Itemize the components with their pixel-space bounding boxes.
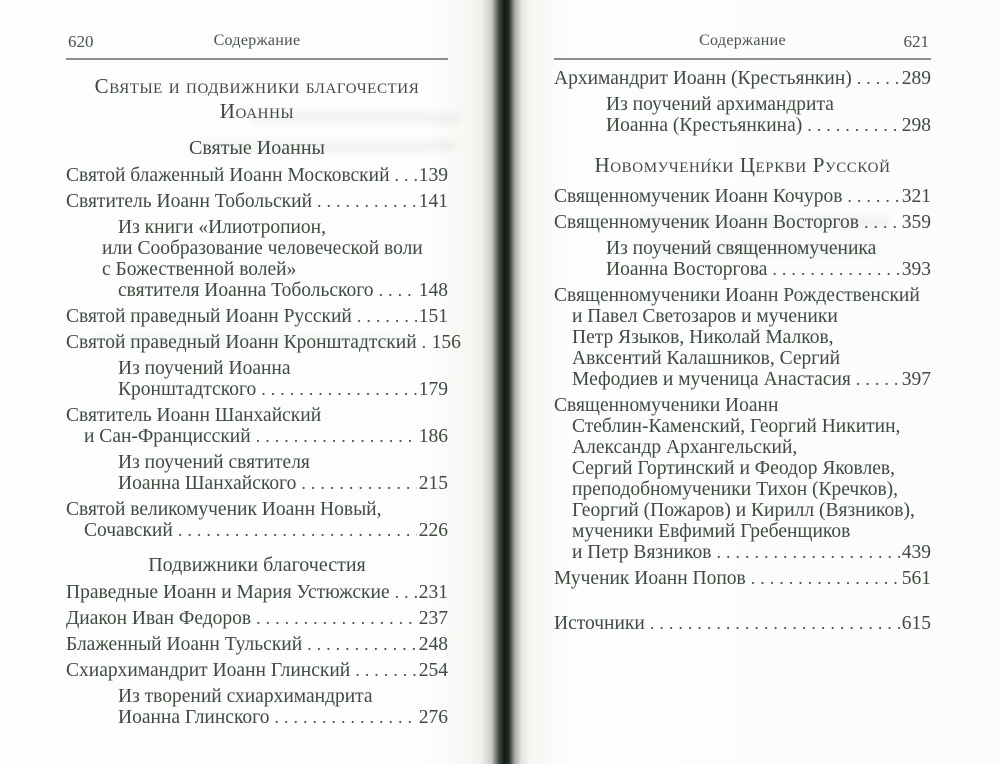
running-title: Содержание <box>213 32 301 49</box>
toc-entry-text: Святые и подвижники благочестия <box>94 74 420 98</box>
dot-leader <box>422 332 430 353</box>
toc-line <box>554 348 931 369</box>
toc-entry-text: и Сан-Францисский <box>84 426 251 447</box>
toc-entry-text: Из поучений Иоанна <box>118 358 291 379</box>
toc-page-number: 397 <box>901 369 931 390</box>
toc-line <box>554 186 931 207</box>
toc-entry-text: Георгий (Пожаров) и Кирилл (Вязников), <box>572 500 915 521</box>
dot-leader <box>355 660 417 681</box>
toc-line <box>66 165 448 186</box>
toc-entry-text: или Сообразование человеческой воли <box>102 238 423 259</box>
running-title: Содержание <box>699 32 786 49</box>
toc-entry-text: и Петр Вязников <box>572 542 712 563</box>
toc-entry-text: Архимандрит Иоанн (Крестьянкин) <box>554 68 852 89</box>
toc-entry-text: Иоанна Глинского <box>118 707 270 728</box>
toc-line <box>66 332 461 353</box>
page-header <box>554 32 931 56</box>
toc-entry-text: мученики Евфимий Гребенщиков <box>572 521 851 542</box>
toc-entry-text: Святитель Иоанн Тобольский <box>66 191 313 212</box>
dot-leader <box>357 306 417 327</box>
toc-entry-text: Священномученик Иоанн Восторгов <box>554 212 859 233</box>
toc-entry-text: Святой праведный Иоанн Русский <box>66 306 352 327</box>
toc-line <box>554 153 931 178</box>
toc-page-number: 148 <box>418 280 448 301</box>
toc-line <box>554 306 931 327</box>
toc-entry-text: преподобномученики Тихон (Кречков), <box>572 479 899 500</box>
toc-page-number: 231 <box>418 582 448 603</box>
toc-page-number: 298 <box>901 115 931 136</box>
toc-page-number: 615 <box>901 613 931 634</box>
toc-entry-text: и Павел Светозаров и мученики <box>572 306 838 327</box>
toc-line <box>554 568 931 589</box>
toc-entry-text: Святитель Иоанн Шанхайский <box>66 405 322 426</box>
page-header <box>66 32 448 56</box>
toc-line <box>554 437 931 458</box>
toc-line <box>554 212 931 233</box>
toc-entry-text: Иоанна Восторгова <box>606 259 768 280</box>
dot-leader <box>301 473 416 494</box>
toc-page-number: 289 <box>901 68 931 89</box>
toc-line <box>554 542 931 563</box>
toc-entry-text: Авксентий Калашников, Сергий <box>572 348 841 369</box>
binding-gutter <box>482 0 530 764</box>
toc-line <box>66 634 448 655</box>
dot-leader <box>751 568 900 589</box>
toc-line <box>554 285 931 306</box>
toc-line <box>66 405 448 426</box>
toc-line <box>66 686 448 707</box>
toc-line <box>66 306 448 327</box>
toc-line <box>554 479 931 500</box>
toc-entry-text: Из поучений архимандрита <box>606 94 834 115</box>
toc-entry-text: Источники <box>554 613 645 634</box>
toc-line <box>554 327 931 348</box>
toc-line <box>66 217 448 238</box>
toc-line <box>554 458 931 479</box>
toc-page-number: 321 <box>901 186 931 207</box>
toc-entry-text: Иоанна (Крестьянкина) <box>606 115 803 136</box>
dot-leader <box>395 582 417 603</box>
toc-line <box>66 520 448 541</box>
toc-page-number: 276 <box>418 707 448 728</box>
toc-entry-text: Подвижники благочестия <box>148 554 366 576</box>
toc-line <box>66 608 448 629</box>
toc-page-number: 561 <box>901 568 931 589</box>
toc-line <box>66 191 448 212</box>
toc-entry-text: Сергий Гортинский и Феодор Яковлев, <box>572 458 895 479</box>
toc-page-number: 186 <box>418 426 448 447</box>
page-number: 621 <box>903 32 929 51</box>
toc-line <box>554 238 931 259</box>
toc-page-number: 439 <box>901 542 931 563</box>
toc-entry-text: Стеблин-Каменский, Георгий Никитин, <box>572 416 901 437</box>
toc-entry-text: Мефодиев и мученица Анастасия <box>572 369 851 390</box>
dot-leader <box>856 369 900 390</box>
toc-line <box>66 426 448 447</box>
toc-line <box>66 280 448 301</box>
toc-page-number: 237 <box>418 608 448 629</box>
toc-entry-text: с Божественной волей» <box>102 259 297 280</box>
toc-line <box>554 521 931 542</box>
page-number: 620 <box>68 32 94 51</box>
toc-page-number: 215 <box>418 473 448 494</box>
toc-line <box>554 613 931 634</box>
dot-leader <box>256 608 417 629</box>
toc-entry-text: Из книги «Илиотропион, <box>118 217 326 238</box>
toc-line <box>66 259 448 280</box>
toc-line <box>554 416 931 437</box>
toc-line <box>66 582 448 603</box>
toc-entry-text: Из поучений священномученика <box>606 238 877 259</box>
dot-leader <box>256 426 417 447</box>
toc-page-number: 141 <box>418 191 448 212</box>
dot-leader <box>395 165 417 186</box>
dot-leader <box>379 280 417 301</box>
toc-entry-text: Петр Языков, Николай Малков, <box>572 327 834 348</box>
toc-entry-text: Александр Архангельский, <box>572 437 798 458</box>
toc-page-number: 393 <box>901 259 931 280</box>
toc-page-number: 226 <box>418 520 448 541</box>
toc-list <box>554 68 931 634</box>
toc-entry-text: Диакон Иван Федоров <box>66 608 252 629</box>
header-rule <box>554 58 931 60</box>
toc-entry-text: святителя Иоанна Тобольского <box>118 280 374 301</box>
toc-line <box>554 259 931 280</box>
toc-line <box>66 74 448 99</box>
toc-entry-text: Святые Иоанны <box>189 137 325 159</box>
toc-line <box>66 238 448 259</box>
toc-entry-text: Блаженный Иоанн Тульский <box>66 634 303 655</box>
toc-line <box>554 395 931 416</box>
toc-page-number: 248 <box>418 634 448 655</box>
toc-entry-text: Святой великомученик Иоанн Новый, <box>66 499 382 520</box>
toc-line <box>66 660 448 681</box>
toc-line <box>66 99 448 124</box>
dot-leader <box>307 634 417 655</box>
right-page-column <box>554 32 931 634</box>
toc-list <box>66 74 461 728</box>
dot-leader <box>716 542 899 563</box>
toc-page-number: 359 <box>901 212 931 233</box>
dot-leader <box>847 186 899 207</box>
toc-entry-text: Из поучений святителя <box>118 452 310 473</box>
left-page-column <box>66 32 461 728</box>
toc-line <box>554 68 931 89</box>
toc-line <box>554 500 931 521</box>
toc-line <box>554 115 931 136</box>
dot-leader <box>274 707 416 728</box>
dot-leader <box>650 613 900 634</box>
toc-entry-text: Сочавский <box>84 520 173 541</box>
toc-line <box>66 358 448 379</box>
toc-line <box>554 369 931 390</box>
toc-line <box>66 499 448 520</box>
toc-entry-text: Иоанна Шанхайского <box>118 473 297 494</box>
toc-line <box>66 473 448 494</box>
toc-line <box>66 452 448 473</box>
toc-entry-text: Мученик Иоанн Попов <box>554 568 746 589</box>
toc-entry-text: Новомучени́ки Церкви Русской <box>594 153 891 177</box>
toc-entry-text: Священномученики Иоанн <box>554 395 779 416</box>
toc-entry-text: Священномученики Иоанн Рождественский <box>554 285 920 306</box>
toc-entry-text: Из творений схиархимандрита <box>118 686 373 707</box>
dot-leader <box>261 379 417 400</box>
toc-entry-text: Иоанны <box>219 99 295 123</box>
dot-leader <box>857 68 900 89</box>
toc-entry-text: Святой праведный Иоанн Кронштадтский <box>66 332 417 353</box>
toc-line <box>66 379 448 400</box>
toc-page-number: 156 <box>431 332 461 353</box>
toc-entry-text: Священномученик Иоанн Кочуров <box>554 186 843 207</box>
toc-page-number: 139 <box>418 165 448 186</box>
toc-line <box>66 554 448 577</box>
dot-leader <box>864 212 900 233</box>
toc-line <box>66 707 448 728</box>
toc-line <box>66 137 448 160</box>
toc-page-number: 179 <box>418 379 448 400</box>
toc-entry-text: Кронштадтского <box>118 379 257 400</box>
dot-leader <box>807 115 900 136</box>
toc-line <box>554 94 931 115</box>
header-rule <box>66 58 448 60</box>
dot-leader <box>317 191 417 212</box>
toc-entry-text: Святой блаженный Иоанн Московский <box>66 165 390 186</box>
toc-page-number: 254 <box>418 660 448 681</box>
toc-entry-text: Праведные Иоанн и Мария Устюжские <box>66 582 390 603</box>
toc-entry-text: Схиархимандрит Иоанн Глинский <box>66 660 351 681</box>
dot-leader <box>772 259 899 280</box>
toc-page-number: 151 <box>418 306 448 327</box>
dot-leader <box>178 520 417 541</box>
